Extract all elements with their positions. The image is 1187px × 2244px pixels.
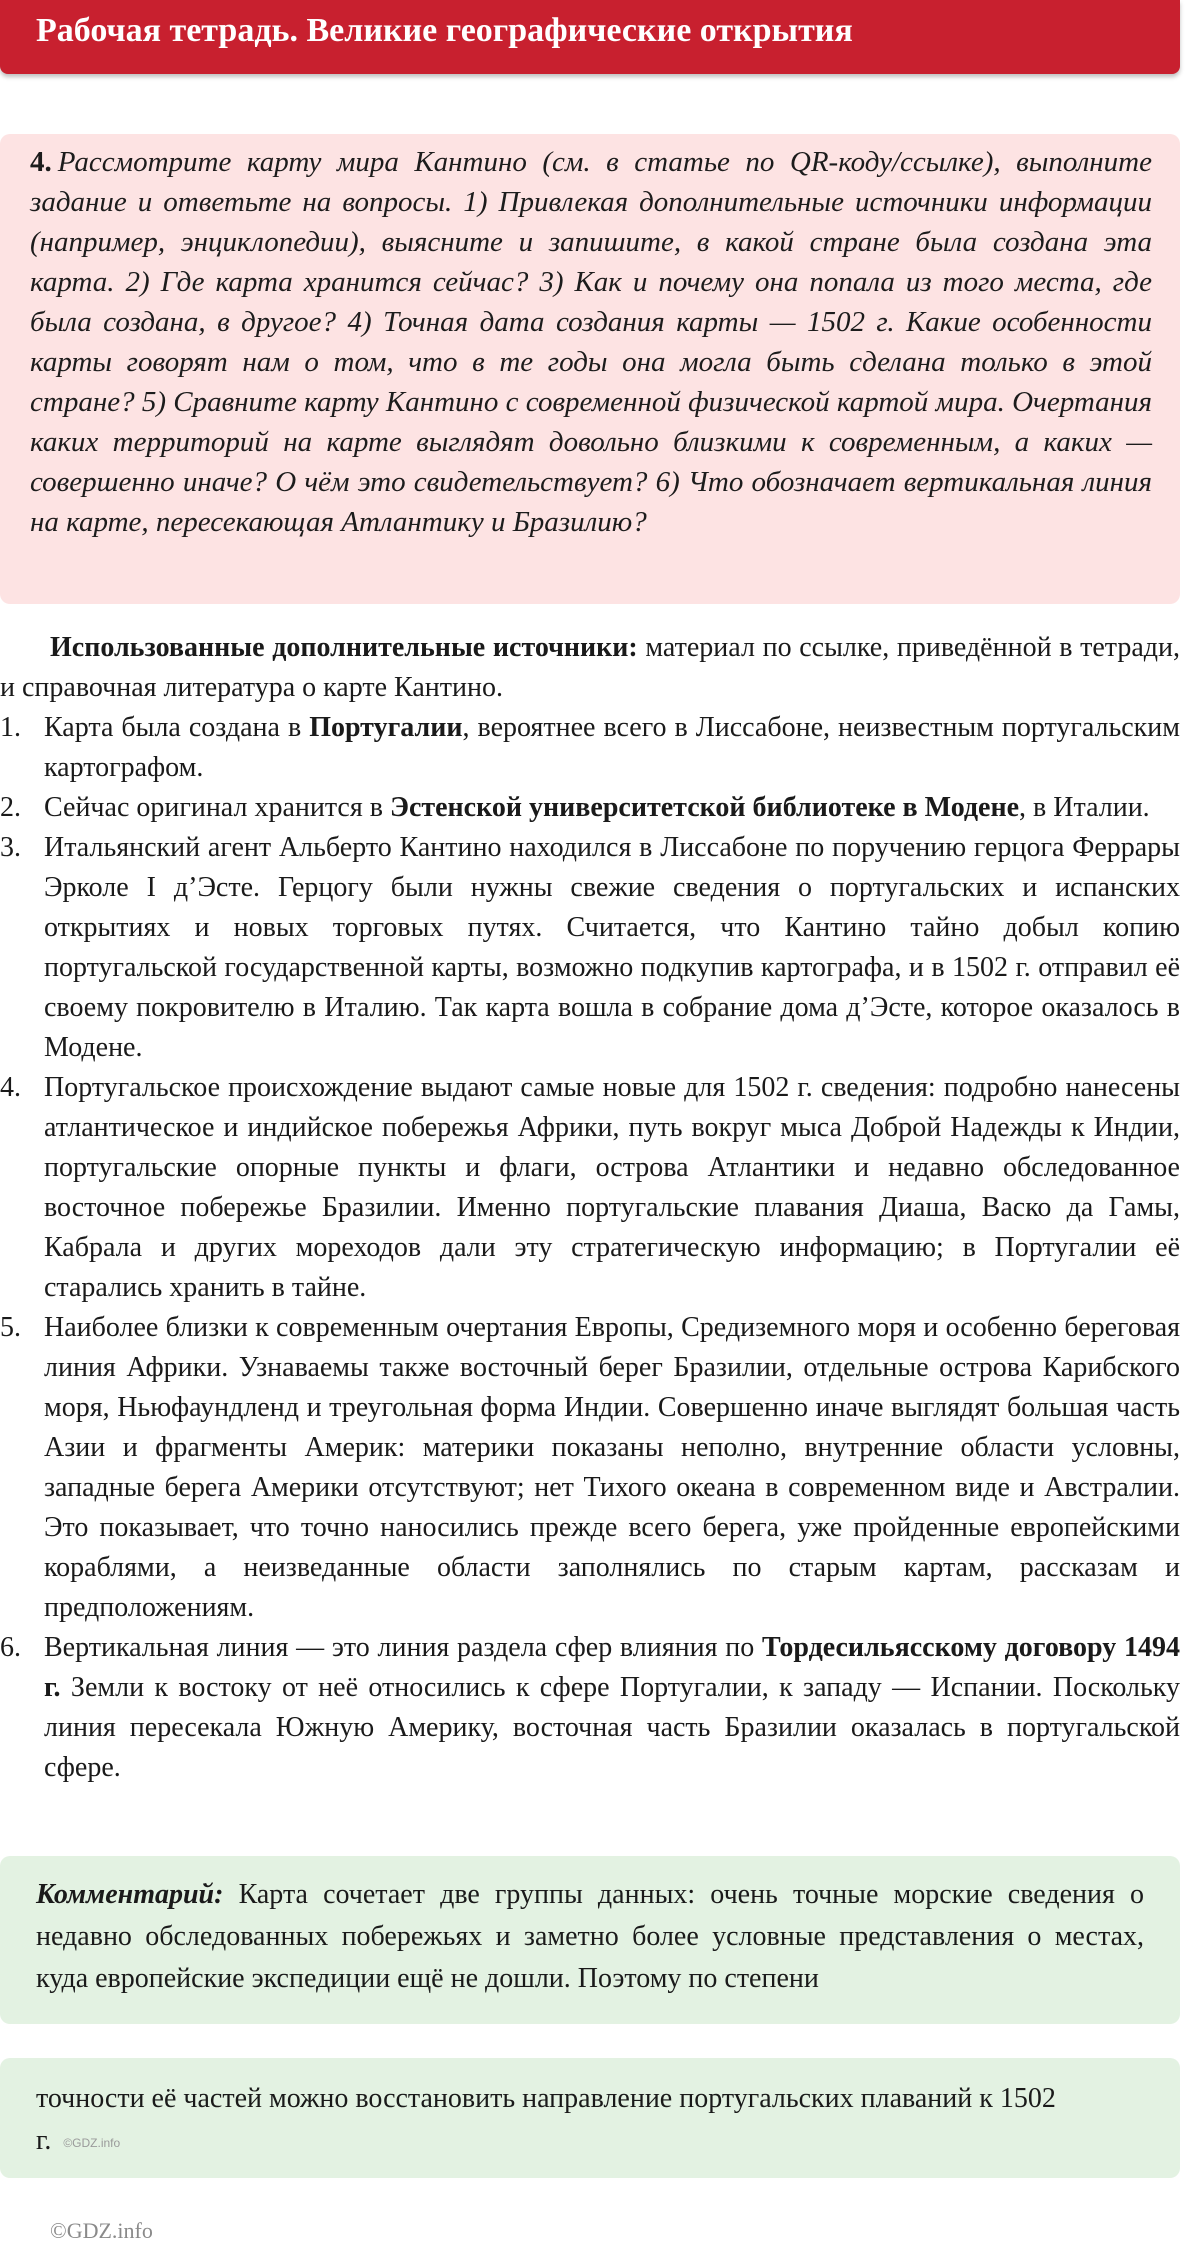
answer-number: 1.: [0, 712, 21, 743]
answer-item-3: [0, 828, 1180, 1068]
sources-label: Использованные дополнительные источники:: [50, 632, 638, 663]
footer-watermark: ©GDZ.info: [50, 2218, 153, 2243]
answer-number: 3.: [0, 832, 21, 863]
answer-list: [0, 708, 1180, 1788]
task-question: Рассмотрите карту мира Кантино (см. в статье по QR-коду/ссылке), выполните задание и ответьте на вопросы. 1) Привлекая дополнительные источники информации (например, энциклопедии), выясните и запишите, в какой стране была создана эта карта. 2) Где карта хранится сейчас? 3) Как и почему она попала из того места, где была создана, в другое? 4) Точная дата создания карты — 1502 г. Какие особенности карты говорят нам о том, что в те годы она могла быть сделана только в этой стране? 5) Сравните карту Кантино с современной физической картой мира. Очертания каких территорий на карте выглядят довольно близкими к современным, а каких — совершенно иначе? О чём это свидетельствует? 6) Что обозначает вертикальная линия на карте, пересекающая Атлантику и Бразилию?: [30, 146, 1152, 538]
answer-number: 4.: [0, 1072, 21, 1103]
answer-text: Наиболее близки к современным очертания Европы, Средиземного моря и особенно береговая линия Африки. Узнаваемы также восточный берег Бразилии, отдельные острова Карибского моря, Ньюфаундленд и треугольная форма Индии. Совершенно иначе выглядят большая часть Азии и фрагменты Америк: материки показаны неполно, внутренние области условны, западные берега Америки отсутствуют; нет Тихого океана в современном виде и Австралии. Это показывает, что точно наносились прежде всего берега, уже пройденные европейскими кораблями, а неизведанные области заполнялись по старым картам, рассказам и предположениям.: [44, 1312, 1180, 1623]
page-title: Рабочая тетрадь. Великие географические открытия: [36, 12, 853, 49]
watermark-small: ©GDZ.info: [63, 2135, 121, 2150]
answer-text-tail: Земли к востоку от неё относились к сфере Португалии, к западу — Испании. Поскольку линия пересекала Южную Америку, восточная часть Бразилии оказалась в португальской сфере.: [44, 1672, 1180, 1783]
page-header: [0, 0, 1180, 74]
comment-continuation: [36, 2078, 1144, 2164]
answer-item-6: [0, 1628, 1180, 1788]
comment-continuation-text: точности её частей можно восстановить направление португальских плаваний к 1502 г.: [36, 2083, 1056, 2156]
answer-item-2: [0, 788, 1180, 828]
comment-box: [0, 1856, 1180, 2024]
answer-text: Вертикальная линия — это линия раздела сфер влияния по: [44, 1632, 762, 1663]
answer-item-4: [0, 1068, 1180, 1308]
answer-number: 6.: [0, 1632, 21, 1663]
answer-text-tail: , вероятнее всего в Лиссабоне, неизвестным португальским картографом.: [44, 712, 1180, 783]
answer-item-1: [0, 708, 1180, 788]
comment-body: Карта сочетает две группы данных: очень точные морские сведения о недавно обследованных побережьях и заметно более условные представления о местах, куда европейские экспедиции ещё не дошли. Поэтому по степени: [36, 1879, 1144, 1994]
sources-text: материал по ссылке, приведённой в тетради, и справочная литература о карте Кантино.: [0, 632, 1180, 703]
sources-paragraph: [0, 628, 1180, 708]
comment-box-continued: [0, 2058, 1180, 2178]
answer-text-tail: , в Италии.: [1019, 792, 1150, 823]
answer-text: Сейчас оригинал хранится в: [44, 792, 390, 823]
answer-item-5: [0, 1308, 1180, 1628]
answer-text: Итальянский агент Альберто Кантино находился в Лиссабоне по поручению герцога Феррары Эрколе I д’Эсте. Герцогу были нужны свежие сведения о португальских и испанских открытиях и новых торговых путях. Считается, что Кантино тайно добыл копию португальской государственной карты, возможно подкупив картографа, и в 1502 г. отправил её своему покровителю в Италию. Так карта вошла в собрание дома д’Эсте, которое оказалось в Модене.: [44, 832, 1180, 1063]
comment-label: Комментарий:: [36, 1879, 224, 1910]
answer-number: 2.: [0, 792, 21, 823]
comment-text: [36, 1874, 1144, 2000]
task-box: [0, 134, 1180, 604]
answer-text: Португальское происхождение выдают самые новые для 1502 г. сведения: подробно нанесены атлантическое и индийское побережья Африки, путь вокруг мыса Доброй Надежды к Индии, португальские опорные пункты и флаги, острова Атлантики и недавно обследованное восточное побережье Бразилии. Именно португальские плавания Диаша, Васко да Гамы, Кабрала и других мореходов дали эту стратегическую информацию; в Португалии её старались хранить в тайне.: [44, 1072, 1180, 1303]
answer-text: Карта была создана в: [44, 712, 310, 743]
task-text: [30, 142, 1152, 542]
answer-emphasis: Португалии: [309, 712, 463, 743]
task-number: 4.: [30, 146, 52, 178]
answer-emphasis: Эстенской университетской библиотеке в Модене: [389, 792, 1020, 823]
answer-number: 5.: [0, 1312, 21, 1343]
answer-emphasis: Тордесильясскому договору 1494 г.: [44, 1632, 1180, 1703]
